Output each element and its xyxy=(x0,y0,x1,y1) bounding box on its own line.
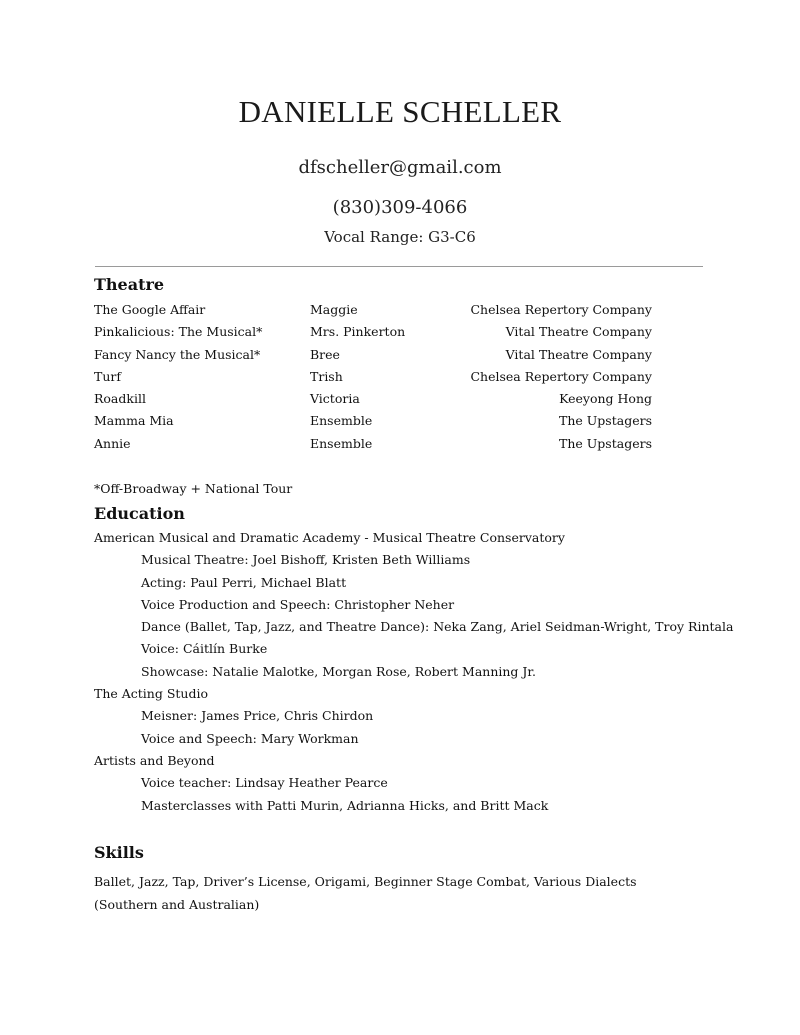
education-institution: Artists and Beyond xyxy=(94,752,215,768)
credits-footnote: *Off-Broadway + National Tour xyxy=(94,481,293,496)
education-detail: Masterclasses with Patti Murin, Adrianna Hicks, and Britt Mack xyxy=(141,797,549,813)
credit-row xyxy=(94,413,704,435)
credit-company: Chelsea Repertory Company xyxy=(470,302,652,317)
education-detail: Showcase: Natalie Malotke, Morgan Rose, Robert Manning Jr. xyxy=(141,663,536,679)
vocal-range: Vocal Range: G3-C6 xyxy=(324,228,476,246)
credit-role: Victoria xyxy=(310,391,360,407)
credit-role: Maggie xyxy=(310,302,358,317)
credit-show: Annie xyxy=(94,435,131,451)
theatre-heading: Theatre xyxy=(94,275,165,294)
credit-show: Fancy Nancy the Musical* xyxy=(94,346,261,362)
credit-row xyxy=(94,436,704,458)
credit-company: Keeyong Hong xyxy=(559,391,652,407)
credit-show: Pinkalicious: The Musical* xyxy=(94,324,263,340)
education-detail: Acting: Paul Perri, Michael Blatt xyxy=(141,574,347,590)
education-list xyxy=(94,529,734,819)
education-institution: The Acting Studio xyxy=(94,686,208,702)
education-detail: Voice: Cáitlín Burke xyxy=(141,641,268,657)
credit-role: Ensemble xyxy=(310,413,373,429)
skills-text: Ballet, Jazz, Tap, Driver’s License, Origami, Beginner Stage Combat, Various Dialects (Southern and Australian) xyxy=(94,874,637,912)
education-detail: Musical Theatre: Joel Bishoff, Kristen Beth Williams xyxy=(141,552,471,568)
credit-row xyxy=(94,302,704,324)
credit-company: The Upstagers xyxy=(559,413,652,429)
credit-show: Turf xyxy=(94,368,121,384)
credit-company: The Upstagers xyxy=(559,435,652,451)
education-heading: Education xyxy=(94,504,185,523)
header-divider xyxy=(95,266,703,267)
credit-show: Roadkill xyxy=(94,391,146,407)
theatre-credits xyxy=(94,302,704,458)
education-detail: Voice and Speech: Mary Workman xyxy=(141,730,359,746)
credit-row xyxy=(94,324,704,346)
credit-row xyxy=(94,347,704,369)
credit-company: Vital Theatre Company xyxy=(505,346,652,362)
education-detail: Dance (Ballet, Tap, Jazz, and Theatre Dance): Neka Zang, Ariel Seidman-Wright, Troy Rintala xyxy=(141,619,734,635)
credit-company: Chelsea Repertory Company xyxy=(470,368,652,384)
email-text: dfscheller@gmail.com xyxy=(298,157,502,178)
credit-role: Bree xyxy=(310,346,340,362)
credit-show: The Google Affair xyxy=(94,302,206,317)
phone-text: (830)309-4066 xyxy=(332,197,468,218)
credit-row xyxy=(94,391,704,413)
resume-name: DANIELLE SCHELLER xyxy=(238,94,562,129)
credit-show: Mamma Mia xyxy=(94,413,174,429)
credit-role: Mrs. Pinkerton xyxy=(310,324,406,340)
credit-role: Ensemble xyxy=(310,435,373,451)
education-detail: Voice teacher: Lindsay Heather Pearce xyxy=(141,775,388,791)
credit-company: Vital Theatre Company xyxy=(505,324,652,340)
education-detail: Voice Production and Speech: Christopher Neher xyxy=(141,596,455,612)
credit-row xyxy=(94,369,704,391)
education-detail: Meisner: James Price, Chris Chirdon xyxy=(141,708,374,724)
skills-heading: Skills xyxy=(94,843,144,862)
credit-role: Trish xyxy=(310,368,343,384)
education-institution: American Musical and Dramatic Academy - Musical Theatre Conservatory xyxy=(94,530,565,545)
